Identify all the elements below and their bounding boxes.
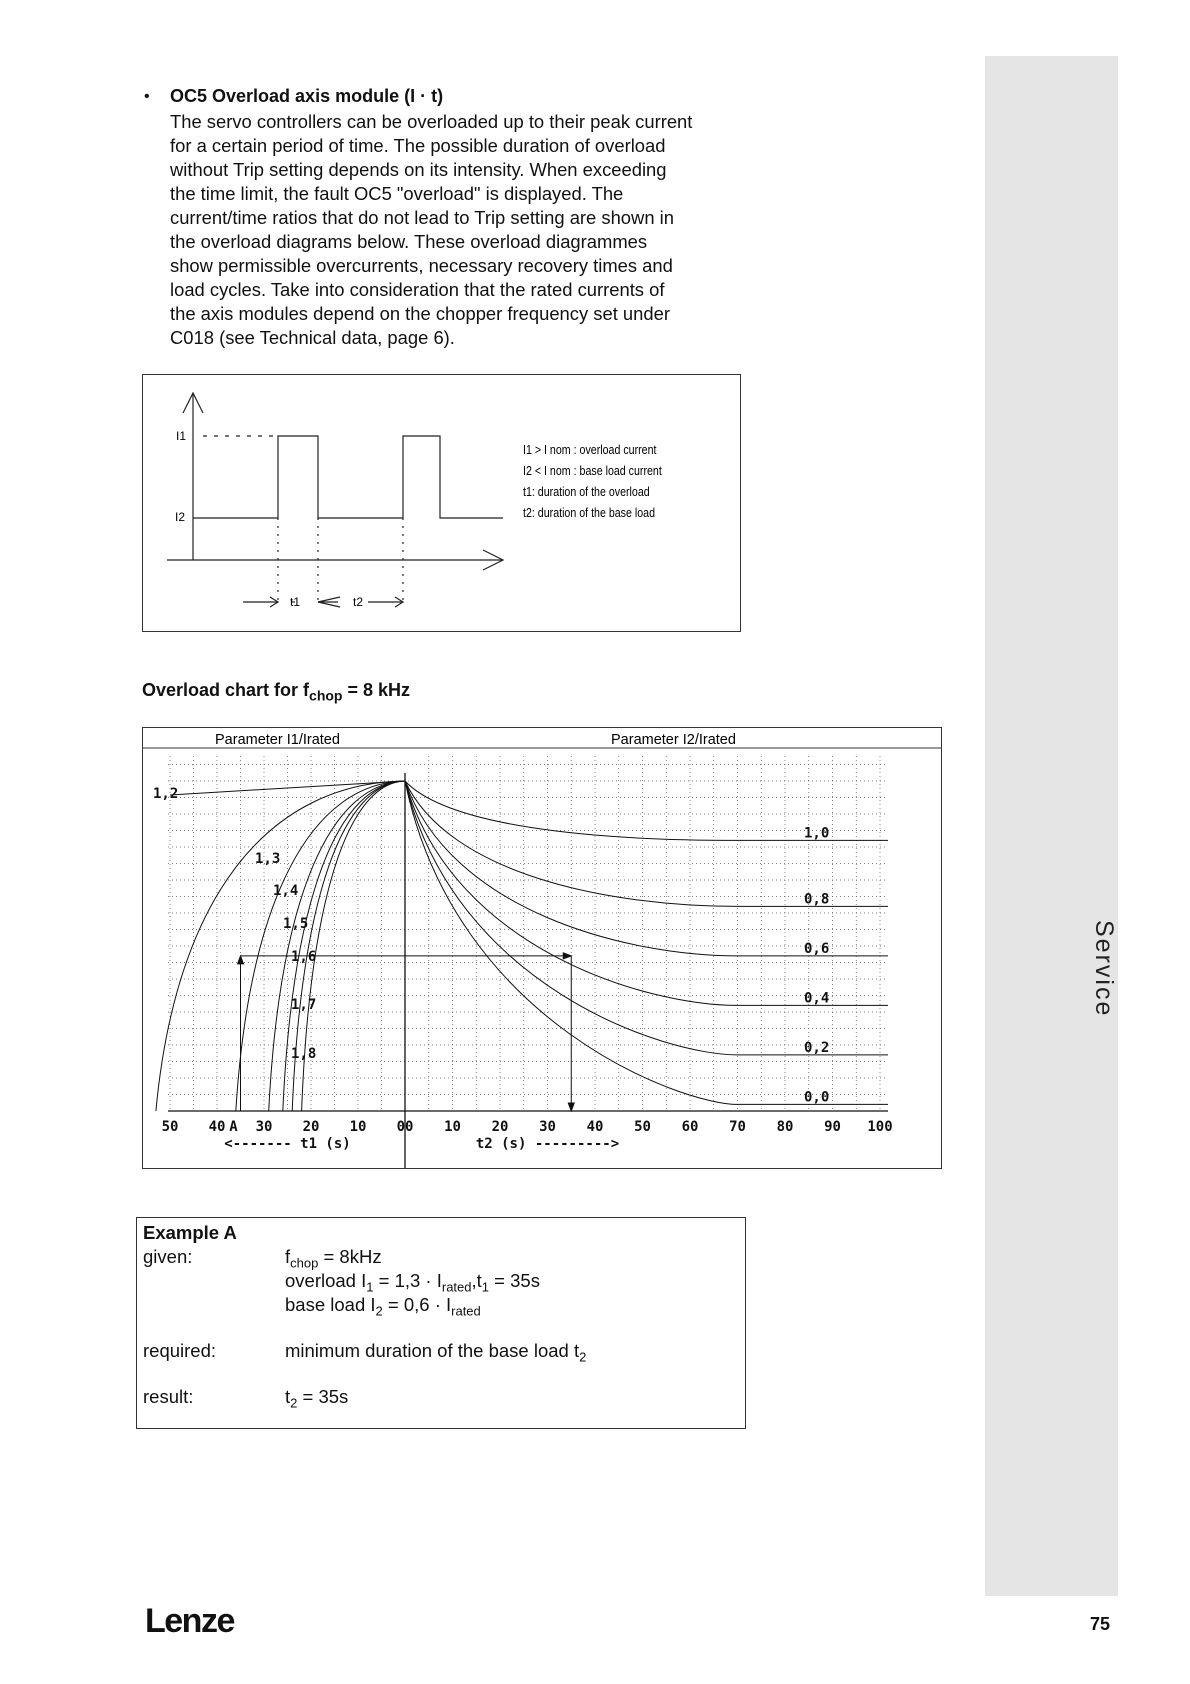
sidebar-band <box>985 56 1118 1596</box>
right-tick-label: 50 <box>634 1119 651 1135</box>
required-text: minimum duration of the base load t <box>285 1340 580 1361</box>
example-arrowhead <box>568 1103 574 1111</box>
i2-label: I2 <box>175 510 186 524</box>
paragraph-line: the axis modules depend on the chopper frequency set under <box>170 303 670 324</box>
overload-curve-1-8 <box>302 781 405 1111</box>
result-sub: 2 <box>290 1395 298 1411</box>
overload-label: 1,8 <box>291 1046 317 1062</box>
left-tick-label: 20 <box>302 1119 320 1135</box>
base-load-ratio: = 0,6 · I <box>382 1294 452 1315</box>
i1-label: I1 <box>176 429 187 443</box>
given-fchop <box>285 1246 382 1271</box>
overload-text: overload I <box>285 1270 367 1291</box>
right-tick-label: 60 <box>681 1119 699 1135</box>
example-title: Example A <box>143 1222 237 1243</box>
chart-heading-sub: chop <box>309 687 343 704</box>
t1-label: t1 <box>290 595 301 609</box>
overload-label: 1,7 <box>291 997 317 1013</box>
base-load-rated-sub: rated <box>451 1303 481 1319</box>
paragraph-line: The servo controllers can be overloaded up to their peak current <box>170 111 693 132</box>
required-sub: 2 <box>579 1349 587 1365</box>
sidebar-label: Service <box>1090 920 1118 1018</box>
result-t-value: = 35s <box>297 1386 349 1407</box>
example-arrowhead <box>238 956 244 964</box>
base-load-text: base load I <box>285 1294 376 1315</box>
base-load-label: 0,2 <box>804 1039 830 1056</box>
right-tick-label: 30 <box>539 1119 556 1135</box>
fchop-value: = 8kHz <box>318 1246 382 1267</box>
left-tick-label: 10 <box>349 1119 367 1135</box>
overload-label: 1,5 <box>283 916 309 932</box>
fchop-text: f <box>285 1246 291 1267</box>
paragraph-line: C018 (see Technical data, page 6). <box>170 327 455 348</box>
paragraph-line: load cycles. Take into consideration that the rated currents of <box>170 279 665 300</box>
required-value <box>285 1340 586 1365</box>
load-waveform <box>193 436 503 518</box>
base-load-label: 0,6 <box>804 940 830 957</box>
left-tick-label: 00 <box>396 1119 414 1135</box>
overload-ratio: = 1,3 · I <box>373 1270 442 1291</box>
overload-rated-sub: rated <box>441 1279 472 1295</box>
overload-t-text: ,t <box>471 1270 482 1291</box>
base-load-curve-0-2 <box>405 781 888 1055</box>
given-overload <box>285 1270 540 1295</box>
right-tick-label: 40 <box>586 1119 604 1135</box>
base-load-label: 0,0 <box>804 1089 830 1106</box>
right-tick-label: 70 <box>729 1119 746 1135</box>
paragraph-line: show permissible overcurrents, necessary recovery times and <box>170 255 673 276</box>
required-label: required: <box>143 1340 217 1361</box>
overload-label: 1,6 <box>291 949 317 965</box>
header-right: Parameter I2/Irated <box>611 732 736 748</box>
left-axis-label: <------- t1 (s) <box>224 1136 351 1152</box>
result-text: t <box>285 1386 291 1407</box>
overload-sub: 1 <box>366 1279 374 1295</box>
base-load-curve-0-6 <box>405 781 888 956</box>
left-tick-label: 50 <box>161 1119 179 1135</box>
right-tick-label: 10 <box>444 1119 461 1135</box>
base-load-sub: 2 <box>375 1303 383 1319</box>
paragraph-line: for a certain period of time. The possible duration of overload <box>170 135 666 156</box>
right-tick-label: 100 <box>867 1119 893 1135</box>
marker-a-label: A <box>229 1119 238 1135</box>
right-tick-label: 20 <box>491 1119 509 1135</box>
given-base-load <box>285 1294 481 1319</box>
brand-logo: Lenze <box>145 1602 234 1640</box>
chart-heading-prefix: Overload chart for f <box>142 680 310 700</box>
chart-heading <box>142 680 410 704</box>
page-number: 75 <box>1090 1614 1111 1634</box>
right-tick-label: 90 <box>824 1119 841 1135</box>
base-load-label: 1,0 <box>804 825 830 842</box>
left-tick-label: 30 <box>255 1119 273 1135</box>
paragraph-line: current/time ratios that do not lead to Trip setting are shown in <box>170 207 674 228</box>
section-title: OC5 Overload axis module (I · t) <box>170 86 444 106</box>
paragraph-line: the time limit, the fault OC5 "overload" is displayed. The <box>170 183 624 204</box>
overload-chart <box>142 727 942 1169</box>
overload-label: 1,3 <box>255 851 281 867</box>
paragraph-line: the overload diagrams below. These overload diagrammes <box>170 231 648 252</box>
legend-line: t2: duration of the base load <box>523 504 656 521</box>
legend-line: I1 > I nom : overload current <box>523 441 657 458</box>
header-left: Parameter I1/Irated <box>215 732 340 748</box>
base-load-label: 0,4 <box>804 990 830 1007</box>
left-tick-label: 40 <box>208 1119 226 1135</box>
example-box <box>136 1217 746 1429</box>
result-value <box>285 1386 348 1411</box>
fchop-sub: chop <box>290 1255 319 1271</box>
overload-label: 1,2 <box>153 786 179 802</box>
t2-label: t2 <box>353 595 364 609</box>
overload-t-sub: 1 <box>481 1279 490 1295</box>
right-axis-label: t2 (s) ---------> <box>475 1136 620 1152</box>
example-arrowhead <box>563 953 571 959</box>
paragraph-line: without Trip setting depends on its intensity. When exceeding <box>170 159 667 180</box>
legend-line: t1: duration of the overload <box>523 483 650 500</box>
chart-heading-suffix: = 8 kHz <box>342 680 411 700</box>
base-load-label: 0,8 <box>804 891 830 908</box>
given-label: given: <box>143 1246 193 1267</box>
result-label: result: <box>143 1386 194 1407</box>
overload-t-value: = 35s <box>489 1270 540 1291</box>
section-paragraph <box>170 110 750 350</box>
load-cycle-diagram <box>142 374 741 632</box>
right-tick-label: 80 <box>776 1119 794 1135</box>
bullet-marker: • <box>144 88 150 105</box>
base-load-curve-0-8 <box>405 781 888 906</box>
overload-label: 1,4 <box>273 883 299 899</box>
legend-line: I2 < I nom : base load current <box>523 462 662 479</box>
